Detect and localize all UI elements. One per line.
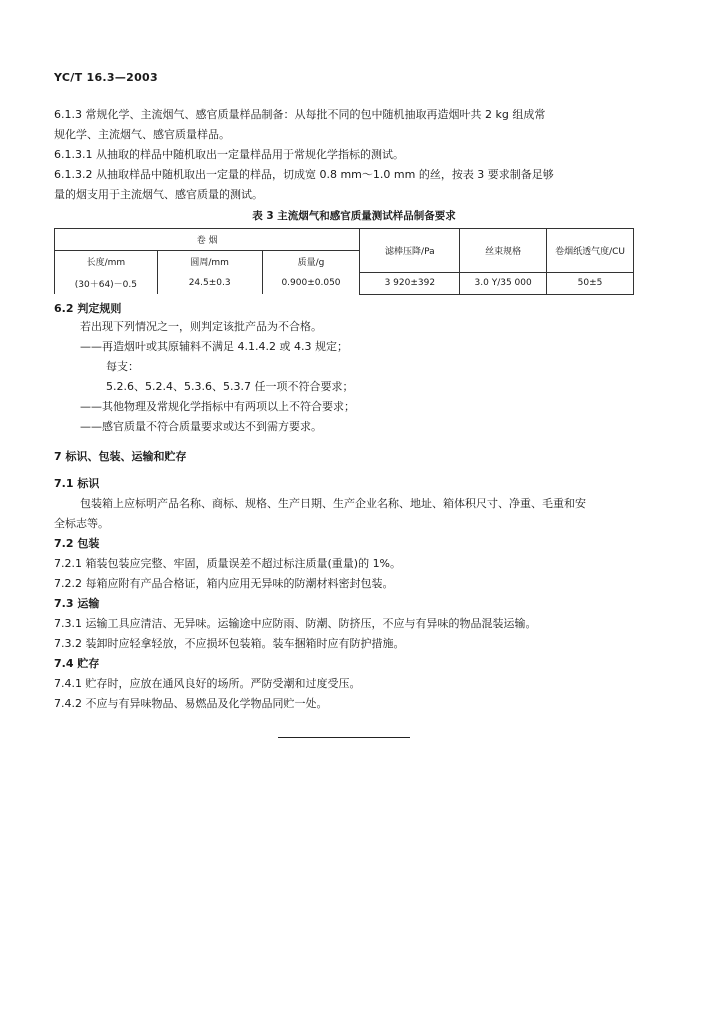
table3-value-tow: 3.0 Y/35 000 bbox=[460, 272, 547, 294]
section-7-1-title: 7.1 标识 bbox=[54, 477, 100, 490]
section-7-3-title: 7.3 运输 bbox=[54, 597, 100, 610]
section-6-2-item1: ——再造烟叶或其原辅料不满足 4.1.4.2 或 4.3 规定； bbox=[80, 340, 348, 353]
section-7-1-line2: 全标志等。 bbox=[54, 517, 109, 530]
section-7-4-2: 7.4.2 不应与有异味物品、易燃品及化学物品同贮一处。 bbox=[54, 697, 328, 710]
table3-value-mass: 0.900±0.050 bbox=[262, 272, 360, 294]
section-6-2-item3: ——其他物理及常规化学指标中有两项以上不符合要求； bbox=[80, 400, 355, 413]
table3-data-row bbox=[55, 272, 634, 294]
section-6-2-intro: 若出现下列情况之一，则判定该批产品为不合格。 bbox=[80, 320, 322, 333]
para-6-1-3-line1: 6.1.3 常规化学、主流烟气、感官质量样品制备：从每批不同的包中随机抽取再造烟叶共 2 kg 组成常 bbox=[54, 108, 546, 121]
section-7-2-title: 7.2 包装 bbox=[54, 537, 100, 550]
section-7-3-2: 7.3.2 装卸时应轻拿轻放，不应损坏包装箱。装车捆箱时应有防护措施。 bbox=[54, 637, 405, 650]
table3-header-resistance: 滤棒压降/Pa bbox=[360, 229, 460, 273]
end-rule bbox=[278, 737, 410, 738]
table3-header-mass: 质量/g bbox=[262, 251, 360, 273]
table3-header-cigarette: 卷 烟 bbox=[55, 229, 360, 251]
table3-value-circumference: 24.5±0.3 bbox=[157, 272, 262, 294]
table3-caption: 表 3 主流烟气和感官质量测试样品制备要求 bbox=[252, 210, 456, 222]
table3-header-circumference: 圆周/mm bbox=[157, 251, 262, 273]
table3-value-resistance: 3 920±392 bbox=[360, 272, 460, 294]
section-6-2-title: 6.2 判定规则 bbox=[54, 302, 122, 315]
para-6-1-3-2-line2: 量的烟支用于主流烟气、感官质量的测试。 bbox=[54, 188, 263, 201]
table3-header-length: 长度/mm bbox=[55, 251, 158, 273]
section-6-2-item2-detail: 5.2.6、5.2.4、5.3.6、5.3.7 任一项不符合要求； bbox=[106, 380, 354, 393]
table3-value-length: (30＋64)－0.5 bbox=[55, 272, 158, 294]
para-6-1-3-line2: 规化学、主流烟气、感官质量样品。 bbox=[54, 128, 230, 141]
section-7-4-1: 7.4.1 贮存时，应放在通风良好的场所。严防受潮和过度受压。 bbox=[54, 677, 361, 690]
table3 bbox=[54, 228, 634, 295]
section-7-4-title: 7.4 贮存 bbox=[54, 657, 100, 670]
standard-number-header: YC/T 16.3—2003 bbox=[54, 71, 158, 84]
table3-header-permeability: 卷烟纸透气度/CU bbox=[547, 229, 634, 273]
para-6-1-3-2-line1: 6.1.3.2 从抽取样品中随机取出一定量的样品，切成宽 0.8 mm～1.0 mm 的丝，按表 3 要求制备足够 bbox=[54, 168, 554, 181]
section-6-2-item4: ——感官质量不符合质量要求或达不到需方要求。 bbox=[80, 420, 322, 433]
section-7-2-2: 7.2.2 每箱应附有产品合格证，箱内应用无异味的防潮材料密封包装。 bbox=[54, 577, 394, 590]
section-6-2-item2-label: 每支： bbox=[106, 360, 139, 373]
section-7-3-1: 7.3.1 运输工具应清洁、无异味。运输途中应防雨、防潮、防挤压，不应与有异味的物品混装运输。 bbox=[54, 617, 537, 630]
section-7-title: 7 标识、包装、运输和贮存 bbox=[54, 450, 187, 463]
table3-value-permeability: 50±5 bbox=[547, 272, 634, 294]
para-6-1-3-1: 6.1.3.1 从抽取的样品中随机取出一定量样品用于常规化学指标的测试。 bbox=[54, 148, 404, 161]
table3-header-row bbox=[55, 229, 634, 251]
section-7-2-1: 7.2.1 箱装包装应完整、牢固，质量误差不超过标注质量(重量)的 1%。 bbox=[54, 557, 402, 570]
section-7-1-line1: 包装箱上应标明产品名称、商标、规格、生产日期、生产企业名称、地址、箱体积尺寸、净重、毛重和安 bbox=[80, 497, 586, 510]
table3-header-tow: 丝束规格 bbox=[460, 229, 547, 273]
